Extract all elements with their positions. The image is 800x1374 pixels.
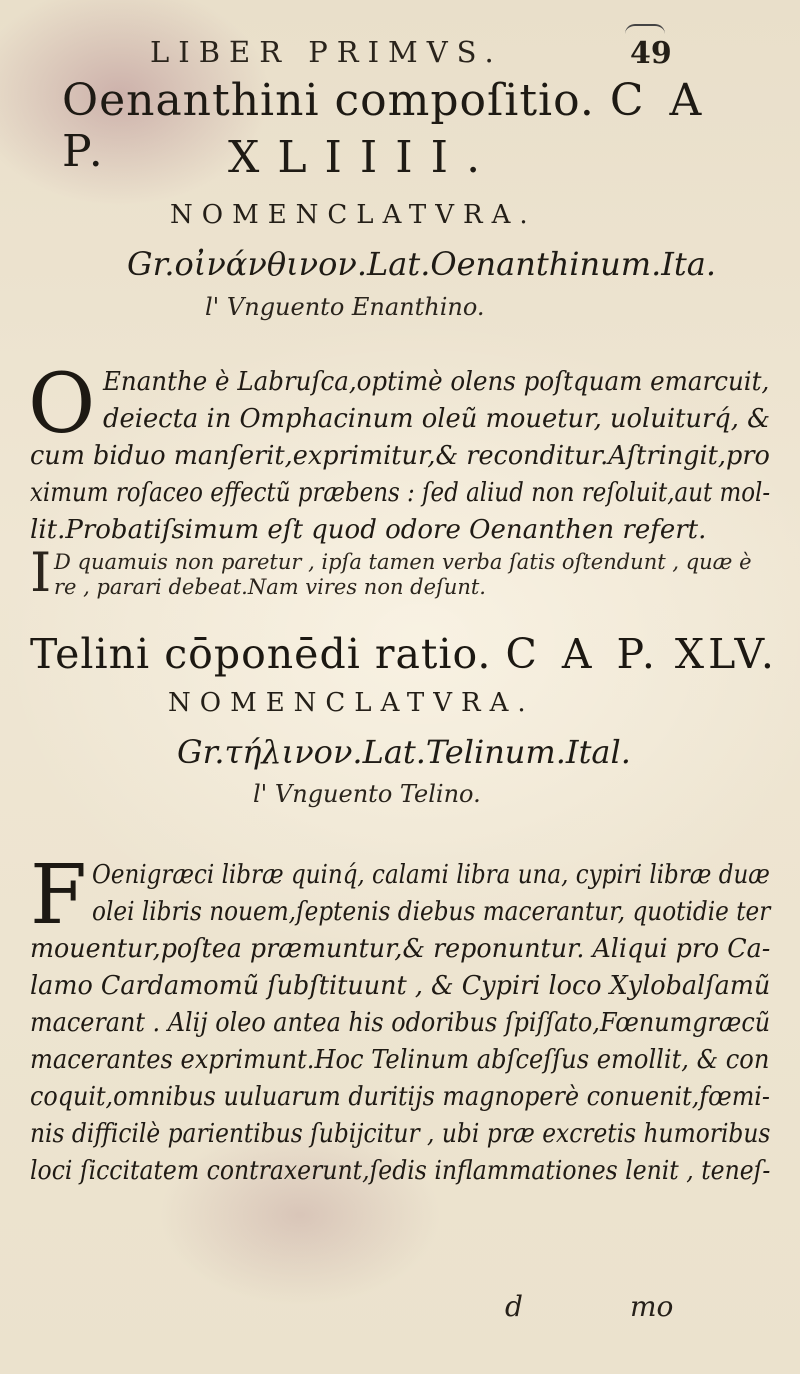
- signature-mark: d: [505, 1290, 523, 1323]
- chapter-44-cap-label: C A P.: [62, 75, 708, 177]
- chapter-45-dropcap: F: [30, 848, 87, 943]
- chapter-44-title-text: Oenanthini compoſitio.: [62, 75, 595, 126]
- chapter-44-dropcap: O: [28, 357, 96, 452]
- chapter-45-line-1: Oenigræci libræ quinq́, calami libra una, cypiri libræ duæ: [92, 860, 770, 890]
- chapter-45-line-3: mouentur,poſtea præmuntur,& reponuntur. Aliqui pro Ca-: [30, 934, 771, 964]
- chapter-45-nomenclatura-heading: NOMENCLATVRA.: [168, 688, 535, 718]
- chapter-44-greek-latin-line: Gr.οἰνάνθινον.Lat.Oenanthinum.Ita.: [127, 245, 717, 283]
- page-number: 49: [630, 36, 672, 71]
- chapter-45-line-6: macerantes exprimunt.Hoc Telinum abſceſſus emollit, & con: [30, 1045, 770, 1075]
- chapter-44-line-3: cum biduo manſerit,exprimitur,& reconditur.Aſtringit,pro: [30, 441, 770, 471]
- chapter-44-italian-name: l' Vnguento Enanthino.: [205, 293, 485, 321]
- chapter-45-title-text: Telini cōponēdi ratio.: [30, 630, 492, 678]
- chapter-44-number: XLIIII.: [228, 132, 499, 183]
- chapter-45-line-8: nis difficilè parientibus ſubijcitur , ubi præ excretis humoribus: [30, 1119, 771, 1149]
- chapter-44-line-5: lit.Probatiſsimum eſt quod odore Oenanthen refert.: [30, 515, 707, 545]
- annotation-dropcap: I: [30, 541, 52, 604]
- chapter-45-line-9: loci ſiccitatem contraxerunt,ſedis inflammationes lenit , teneſ-: [30, 1156, 771, 1186]
- catchword: mo: [630, 1290, 674, 1323]
- chapter-44-nomenclatura-heading: NOMENCLATVRA.: [170, 200, 537, 230]
- chapter-45-line-2: olei libris nouem,ſeptenis diebus macerantur, quotidie ter: [92, 897, 771, 927]
- chapter-45-line-4: lamo Cardamomũ ſubſtituunt , & Cypiri loco Xylobalſamũ: [30, 971, 771, 1001]
- chapter-45-cap-label: C A P.: [505, 630, 661, 678]
- chapter-45-number: XLV.: [674, 630, 778, 678]
- chapter-45-italian-name: l' Vnguento Telino.: [253, 780, 481, 808]
- annotation-line-1: D quamuis non paretur , ipſa tamen verba ſatis oſtendunt , quæ è: [54, 550, 752, 574]
- chapter-45-line-5: macerant . Alij oleo antea his odoribus ſpiſſato,Fœnumgræcũ: [30, 1008, 771, 1038]
- chapter-45-title: [30, 630, 778, 678]
- annotation-line-2: re , parari debeat.Nam vires non deſunt.: [54, 575, 486, 599]
- running-header: LIBER PRIMVS.: [150, 35, 503, 69]
- chapter-45-greek-latin-line: Gr.τήλινον.Lat.Telinum.Ital.: [177, 733, 631, 771]
- chapter-44-line-2: deiecta in Omphacinum oleũ mouetur, uoluiturq́, &: [103, 404, 771, 434]
- chapter-44-line-1: Enanthe è Labruſca,optimè olens poſtquam emarcuit,: [103, 367, 770, 397]
- chapter-45-line-7: coquit,omnibus uuluarum duritijs magnoperè conuenit,fœmi-: [30, 1082, 770, 1112]
- chapter-44-line-4: ximum roſaceo effectũ præbens : ſed aliud non reſoluit,aut mol-: [30, 478, 771, 508]
